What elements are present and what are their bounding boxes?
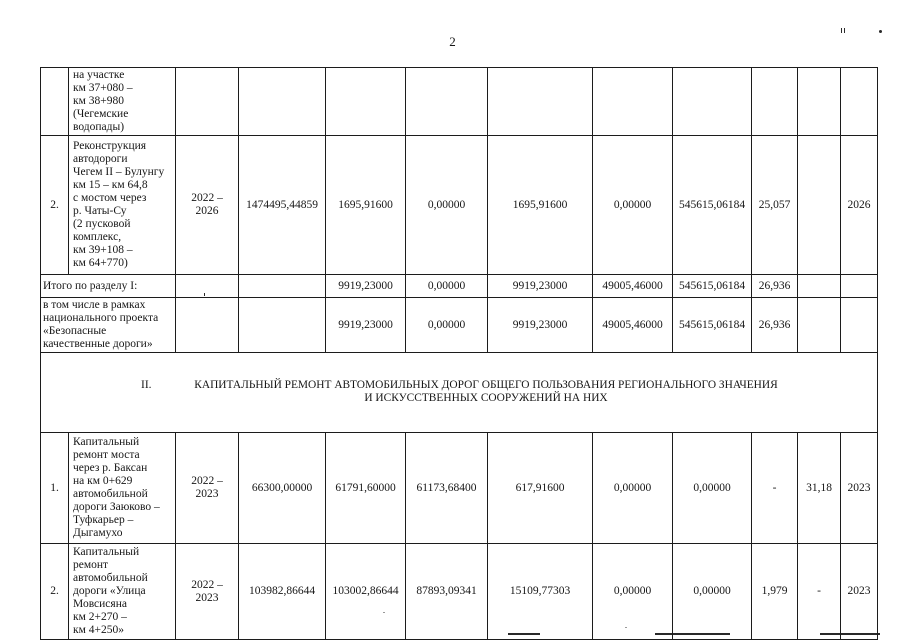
- empty-cell: [488, 68, 593, 136]
- value-cell: -: [798, 544, 841, 640]
- value-cell: 2023: [841, 544, 878, 640]
- scan-mark: [844, 28, 845, 33]
- row-number: 2.: [41, 136, 69, 275]
- empty-cell: [406, 68, 488, 136]
- period-years: 2022 – 2023: [176, 544, 239, 640]
- value-cell: 0,00000: [673, 544, 752, 640]
- value-cell: 49005,46000: [593, 275, 673, 298]
- value-cell: 9919,23000: [326, 298, 406, 353]
- item-name: Капитальный ремонт автомобильной дороги «Улица Мовсисяна км 2+270 – км 4+250»: [69, 544, 176, 640]
- value-cell: 1695,91600: [488, 136, 593, 275]
- empty-cell: [239, 275, 326, 298]
- empty-cell: [798, 68, 841, 136]
- value-cell: 1474495,44859: [239, 136, 326, 275]
- empty-cell: [176, 298, 239, 353]
- empty-cell: [41, 68, 69, 136]
- scan-mark: [879, 30, 882, 33]
- table-row-national-project: [41, 298, 878, 353]
- table-row-total: [41, 275, 878, 298]
- value-cell: -: [752, 433, 798, 544]
- empty-cell: [798, 298, 841, 353]
- value-cell: 0,00000: [673, 433, 752, 544]
- value-cell: 15109,77303: [488, 544, 593, 640]
- section-total-label: Итого по разделу I:: [41, 275, 176, 298]
- section-header: [41, 379, 877, 406]
- value-cell: 2026: [841, 136, 878, 275]
- section-header-cell: [41, 353, 878, 433]
- empty-cell: [326, 68, 406, 136]
- value-cell: 0,00000: [593, 433, 673, 544]
- value-cell: 103982,86644: [239, 544, 326, 640]
- value-cell: 0,00000: [406, 298, 488, 353]
- table-row-continuation: [41, 68, 878, 136]
- table-row-item: [41, 136, 878, 275]
- value-cell: 1695,91600: [326, 136, 406, 275]
- value-cell: 103002,86644: [326, 544, 406, 640]
- empty-cell: [841, 275, 878, 298]
- empty-cell: [239, 68, 326, 136]
- value-cell: 545615,06184: [673, 298, 752, 353]
- value-cell: 0,00000: [406, 136, 488, 275]
- section-number: II.: [141, 379, 152, 391]
- empty-cell: [176, 275, 239, 298]
- page-number: 2: [449, 34, 456, 49]
- table-row-item: [41, 544, 878, 640]
- value-cell: 9919,23000: [488, 298, 593, 353]
- program-table: [40, 67, 878, 640]
- period-years: 2022 – 2026: [176, 136, 239, 275]
- empty-cell: [176, 68, 239, 136]
- empty-cell: [841, 298, 878, 353]
- empty-cell: [593, 68, 673, 136]
- section-title: КАПИТАЛЬНЫЙ РЕМОНТ АВТОМОБИЛЬНЫХ ДОРОГ ОБЩЕГО ПОЛЬЗОВАНИЯ РЕГИОНАЛЬНОГО ЗНАЧЕНИЯ И ИСКУССТВЕННЫХ СООРУЖЕНИЙ НА НИХ: [194, 379, 778, 404]
- empty-cell: [752, 68, 798, 136]
- value-cell: 0,00000: [593, 544, 673, 640]
- empty-cell: [239, 298, 326, 353]
- value-cell: 545615,06184: [673, 136, 752, 275]
- value-cell: 31,18: [798, 433, 841, 544]
- row-number: 1.: [41, 433, 69, 544]
- value-cell: 61791,60000: [326, 433, 406, 544]
- national-project-label: в том числе в рамках национального проекта «Безопасные качественные дороги»: [41, 298, 176, 353]
- value-cell: 9919,23000: [488, 275, 593, 298]
- value-cell: 0,00000: [406, 275, 488, 298]
- value-cell: 0,00000: [593, 136, 673, 275]
- value-cell: 545615,06184: [673, 275, 752, 298]
- value-cell: 87893,09341: [406, 544, 488, 640]
- period-years: 2022 – 2023: [176, 433, 239, 544]
- table-row-item: [41, 433, 878, 544]
- value-cell: 2023: [841, 433, 878, 544]
- item-name: Реконструкция автодороги Чегем II – Булунгу км 15 – км 64,8 с мостом через р. Чаты-Су (2 пусковой комплекс, км 39+108 – км 64+770): [69, 136, 176, 275]
- value-cell: 66300,00000: [239, 433, 326, 544]
- value-cell: 61173,68400: [406, 433, 488, 544]
- empty-cell: [798, 136, 841, 275]
- value-cell: 26,936: [752, 298, 798, 353]
- row-number: 2.: [41, 544, 69, 640]
- empty-cell: [841, 68, 878, 136]
- item-name: на участке км 37+080 – км 38+980 (Чегемские водопады): [69, 68, 176, 136]
- value-cell: 1,979: [752, 544, 798, 640]
- value-cell: 49005,46000: [593, 298, 673, 353]
- empty-cell: [673, 68, 752, 136]
- table-row-section-header: [41, 353, 878, 433]
- value-cell: 617,91600: [488, 433, 593, 544]
- value-cell: 26,936: [752, 275, 798, 298]
- value-cell: 25,057: [752, 136, 798, 275]
- item-name: Капитальный ремонт моста через р. Баксан на км 0+629 автомобильной дороги Заюково – Туфкарьер – Дыгамухо: [69, 433, 176, 544]
- scan-mark: [841, 28, 842, 33]
- empty-cell: [798, 275, 841, 298]
- value-cell: 9919,23000: [326, 275, 406, 298]
